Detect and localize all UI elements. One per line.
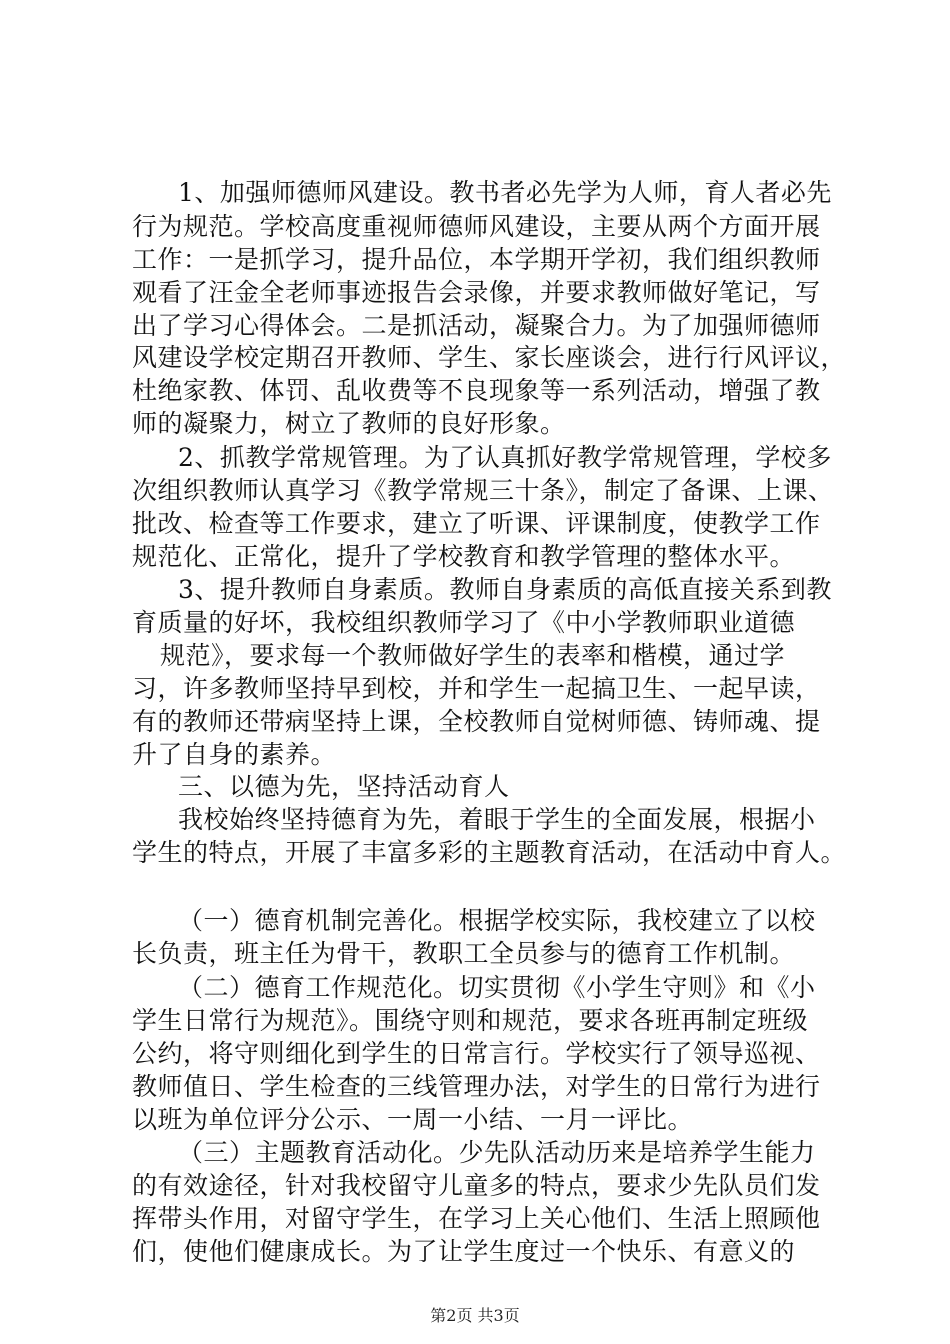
text-line: 杜绝家教、体罚、乱收费等不良现象等一系列活动，增强了教 [132, 376, 821, 405]
text-line: 师的凝聚力，树立了教师的良好形象。 [132, 409, 566, 438]
text-line: 的有效途径，针对我校留守儿童多的特点，要求少先队员们发 [132, 1171, 821, 1200]
text-line: 以班为单位评分公示、一周一小结、一月一评比。 [132, 1105, 694, 1134]
text-line: 学生日常行为规范》。围绕守则和规范，要求各班再制定班级 [132, 1006, 809, 1035]
text-line: （三）主题教育活动化。少先队活动历来是培养学生能力 [178, 1138, 816, 1167]
text-line: 习，许多教师坚持早到校，并和学生一起搞卫生、一起早读， [132, 674, 821, 703]
text-line: 规范》，要求每一个教师做好学生的表率和楷模，通过学 [160, 641, 786, 670]
text-line: 3、提升教师自身素质。教师自身素质的高低直接关系到教 [178, 575, 832, 604]
text-line: 挥带头作用，对留守学生，在学习上关心他们、生活上照顾他 [132, 1204, 821, 1233]
text-line: 次组织教师认真学习《教学常规三十条》，制定了备课、上课、 [132, 476, 834, 505]
text-line: 2、抓教学常规管理。为了认真抓好教学常规管理，学校多 [178, 443, 832, 472]
section-heading: 三、以德为先，坚持活动育人 [178, 772, 510, 801]
text-line: 们，使他们健康成长。为了让学生度过一个快乐、有意义的 [132, 1237, 796, 1266]
page-footer: 第2页 共3页 [430, 1306, 520, 1325]
text-line: 观看了汪金全老师事迹报告会录像，并要求教师做好笔记，写 [132, 278, 821, 307]
text-line: 风建设学校定期召开教师、学生、家长座谈会，进行行风评议， [132, 343, 847, 372]
text-line: 长负责，班主任为骨干，教职工全员参与的德育工作机制。 [132, 939, 796, 968]
text-line: （一）德育机制完善化。根据学校实际，我校建立了以校 [178, 906, 816, 935]
text-line: 我校始终坚持德育为先，着眼于学生的全面发展，根据小 [178, 805, 816, 834]
text-line: 工作：一是抓学习，提升品位，本学期开学初，我们组织教师 [132, 245, 821, 274]
text-line: 升了自身的素养。 [132, 740, 337, 769]
text-line: （二）德育工作规范化。切实贯彻《小学生守则》和《小 [178, 973, 816, 1002]
text-line: 出了学习心得体会。二是抓活动，凝聚合力。为了加强师德师 [132, 311, 821, 340]
text-line: 有的教师还带病坚持上课，全校教师自觉树师德、铸师魂、提 [132, 707, 821, 736]
text-line: 育质量的好坏，我校组织教师学习了《中小学教师职业道德 [132, 608, 796, 637]
text-line: 行为规范。学校高度重视师德师风建设，主要从两个方面开展 [132, 212, 821, 241]
text-line: 公约，将守则细化到学生的日常言行。学校实行了领导巡视、 [132, 1039, 821, 1068]
text-line: 学生的特点，开展了丰富多彩的主题教育活动，在活动中育人。 [132, 838, 847, 867]
text-line: 教师值日、学生检查的三线管理办法，对学生的日常行为进行 [132, 1072, 821, 1101]
text-line: 规范化、正常化，提升了学校教育和教学管理的整体水平。 [132, 542, 796, 571]
text-line: 1、加强师德师风建设。教书者必先学为人师，育人者必先 [178, 178, 832, 207]
text-line: 批改、检查等工作要求，建立了听课、评课制度，使教学工作 [132, 509, 821, 538]
